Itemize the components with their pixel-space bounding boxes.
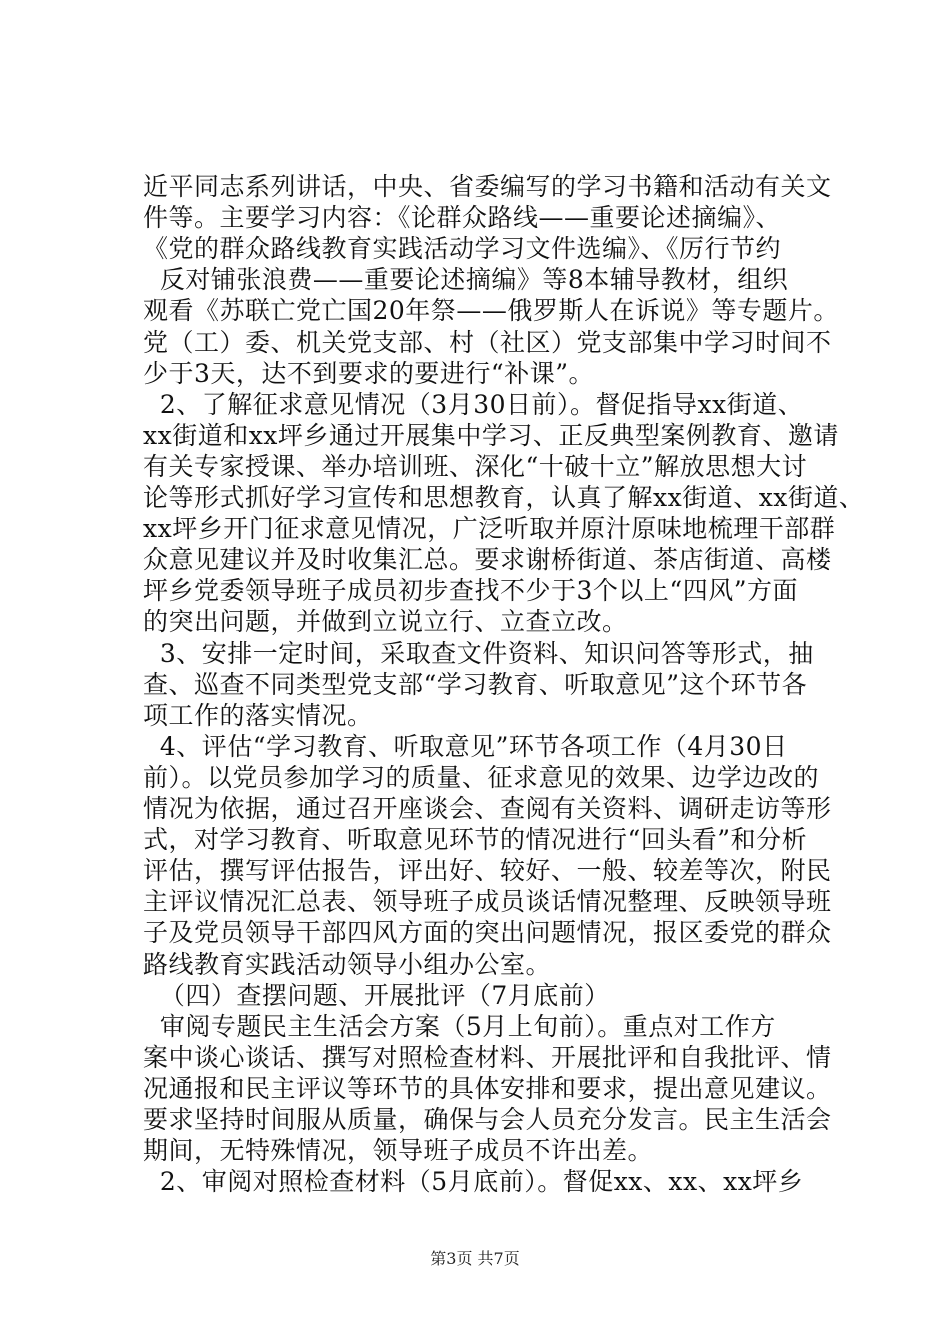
- text-line: xx坪乡开门征求意见情况，广泛听取并原汁原味地梳理干部群: [143, 514, 836, 544]
- text-line: 子及党员领导干部四风方面的突出问题情况，报区委党的群众: [143, 918, 832, 948]
- text-line: 审阅专题民主生活会方案（5月上旬前）。重点对工作方: [143, 1011, 776, 1041]
- text-line: 前）。以党员参加学习的质量、征求意见的效果、边学边改的: [143, 762, 820, 792]
- text-line: 反对铺张浪费——重要论述摘编》等8本辅导教材，组织: [143, 265, 789, 295]
- text-line: xx街道和xx坪乡通过开展集中学习、正反典型案例教育、邀请: [143, 420, 839, 450]
- text-line: 的突出问题，并做到立说立行、立查立改。: [143, 607, 628, 637]
- text-line: 党（工）委、机关党支部、村（社区）党支部集中学习时间不: [143, 327, 832, 357]
- text-line: 况通报和民主评议等环节的具体安排和要求，提出意见建议。: [143, 1073, 832, 1103]
- text-line: 情况为依据，通过召开座谈会、查阅有关资料、调研走访等形: [143, 794, 832, 823]
- text-line: 观看《苏联亡党亡国20年祭——俄罗斯人在诉说》等专题片。: [143, 296, 839, 326]
- text-line: 项工作的落实情况。: [143, 700, 373, 730]
- text-line: 4、评估“学习教育、听取意见”环节各项工作（4月30日: [143, 731, 788, 761]
- text-line: 要求坚持时间服从质量，确保与会人员充分发言。民主生活会: [143, 1105, 832, 1134]
- text-line: 2、审阅对照检查材料（5月底前）。督促xx、xx、xx坪乡: [143, 1167, 804, 1197]
- text-line: 少于3天，达不到要求的要进行“补课”。: [143, 358, 594, 388]
- text-line: 查、巡查不同类型党支部“学习教育、听取意见”这个环节各: [143, 669, 808, 699]
- text-line: 期间，无特殊情况，领导班子成员不许出差。: [143, 1136, 654, 1166]
- text-line: 主评议情况汇总表、领导班子成员谈话情况整理、反映领导班: [143, 887, 832, 917]
- text-line: 评估，撰写评估报告，评出好、较好、一般、较差等次，附民: [143, 856, 832, 886]
- text-line: 件等。主要学习内容：《论群众路线——重要论述摘编》、: [143, 203, 782, 233]
- text-line: 《党的群众路线教育实践活动学习文件选编》、《厉行节约: [143, 234, 782, 264]
- text-line: 式，对学习教育、听取意见环节的情况进行“回头看”和分析: [143, 825, 808, 855]
- text-line: 案中谈心谈话、撰写对照检查材料、开展批评和自我批评、情: [143, 1042, 832, 1072]
- text-line: 2、了解征求意见情况（3月30日前）。督促指导xx街道、: [143, 389, 804, 419]
- text-line: （四）查摆问题、开展批评（7月底前）: [143, 980, 610, 1010]
- page-footer: 第3页 共7页: [430, 1249, 520, 1268]
- text-line: 坪乡党委领导班子成员初步查找不少于3个以上“四风”方面: [143, 576, 798, 606]
- text-line: 近平同志系列讲话，中央、省委编写的学习书籍和活动有关文: [143, 172, 832, 201]
- text-line: 论等形式抓好学习宣传和思想教育，认真了解xx街道、xx街道、: [143, 483, 865, 512]
- text-line: 有关专家授课、举办培训班、深化“十破十立”解放思想大讨: [143, 451, 808, 481]
- text-line: 众意见建议并及时收集汇总。要求谢桥街道、茶店街道、高楼: [143, 545, 832, 575]
- text-line: 3、安排一定时间，采取查文件资料、知识问答等形式，抽: [143, 638, 814, 668]
- text-line: 路线教育实践活动领导小组办公室。: [143, 949, 552, 979]
